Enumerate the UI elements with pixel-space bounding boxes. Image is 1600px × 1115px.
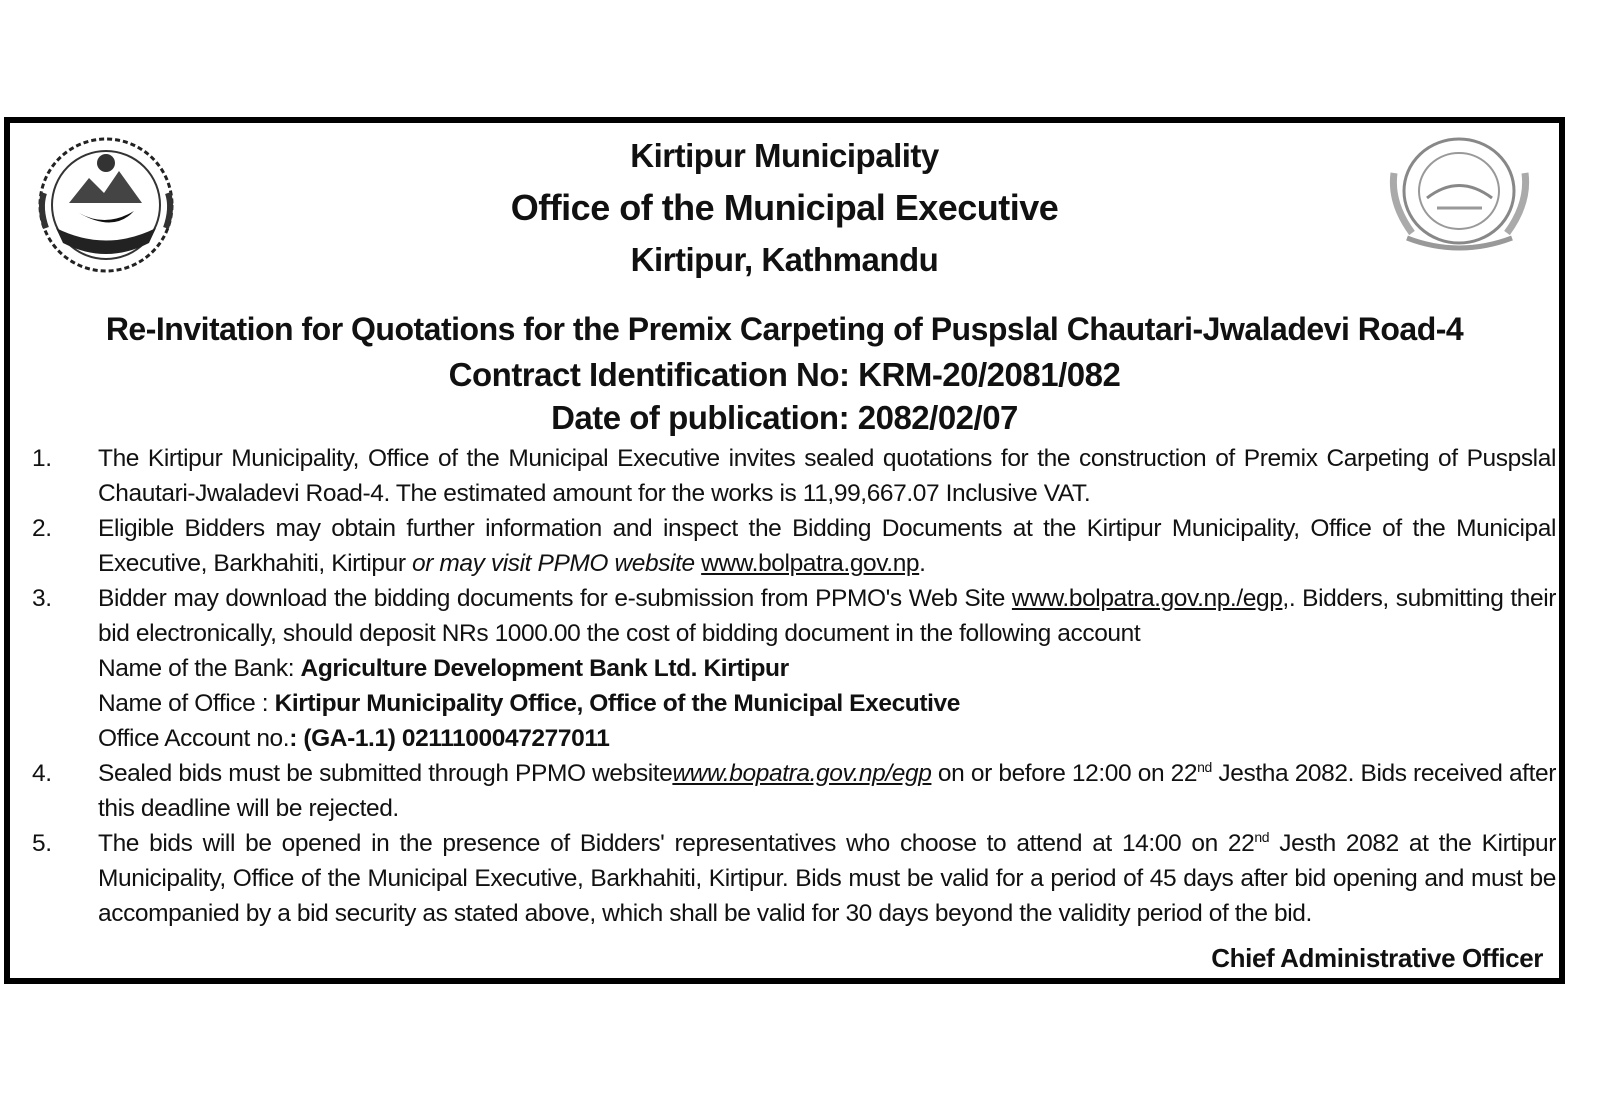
ordinal-suffix: nd [1254, 829, 1270, 845]
item-number: 5. [32, 830, 52, 857]
account-value: : (GA-1.1) 0211100047277011 [289, 725, 610, 752]
contract-id: Contract Identification No: KRM-20/2081/082 [448, 356, 1121, 393]
item-text-cont: on or before 12:00 on 22 [931, 760, 1198, 787]
account-label: Office Account no. [98, 725, 290, 752]
notice-items [32, 441, 1556, 931]
item-text: Sealed bids must be submitted through PPMO website [98, 760, 673, 787]
item-text: The Kirtipur Municipality, Office of the Municipal Executive invites sealed quotations for the construction of Premix Carpeting of Puspslal Chautari-Jwaladevi Road-4. The estimated amount for the works is 11,99,667.07 Inclusive VAT. [98, 445, 1556, 507]
item-number: 4. [32, 760, 52, 787]
organization-name: Kirtipur Municipality [630, 137, 939, 174]
notice-box [4, 117, 1565, 984]
bolpatra-link[interactable]: www.bolpatra.gov.np [701, 550, 920, 577]
item-text-italic: or may visit PPMO website [412, 550, 702, 577]
office-name-line [98, 686, 1556, 721]
list-item [32, 756, 1556, 826]
ordinal-suffix: nd [1197, 759, 1212, 775]
list-item [32, 581, 1556, 756]
item-number: 3. [32, 585, 52, 612]
item-text-end: Jesth 2082 at the Kirtipur Municipality, Office of the Municipal Executive, Barkhahiti, Kirtipur. Bids must be valid for a period of 45 days after bid opening and must be accompanied by a bid security as stated above, which shall be valid for 30 days beyond the validity period of the bid. [98, 830, 1557, 927]
list-item [32, 511, 1556, 581]
list-item [32, 441, 1556, 511]
bank-value: Agriculture Development Bank Ltd. Kirtipur [300, 655, 789, 682]
office-value: Kirtipur Municipality Office, Office of the Municipal Executive [274, 690, 960, 717]
bank-label: Name of the Bank: [98, 655, 301, 682]
bopatra-egp-link[interactable]: www.bopatra.gov.np/egp [672, 760, 932, 787]
bank-name-line [98, 651, 1556, 686]
item-text-end: Jestha 2082. Bids received after this deadline will be rejected. [98, 760, 1556, 822]
item-number: 1. [32, 445, 52, 472]
account-number-line [98, 721, 1556, 756]
item-text: Bidder may download the bidding documents for e-submission from PPMO's Web Site [98, 585, 1012, 612]
item-text: The bids will be opened in the presence of Bidders' representatives who choose to attend at 14:00 on 22 [98, 830, 1255, 857]
item-text-cont: ,. Bidders, submitting their bid electronically, should deposit NRs 1000.00 the cost of bidding document in the following account [98, 585, 1556, 647]
office-name: Office of the Municipal Executive [510, 187, 1059, 228]
notice-title: Re-Invitation for Quotations for the Premix Carpeting of Puspslal Chautari-Jwaladevi Road-4 [105, 311, 1464, 347]
item-text-end: . [919, 550, 926, 577]
item-text: Eligible Bidders may obtain further information and inspect the Bidding Documents at the Kirtipur Municipality, Office of the Municipal Executive, Barkhahiti, Kirtipur [98, 515, 1556, 577]
list-item [32, 826, 1556, 931]
item-number: 2. [32, 515, 52, 542]
office-location: Kirtipur, Kathmandu [630, 241, 939, 278]
signatory-title: Chief Administrative Officer [1211, 943, 1543, 973]
publication-date: Date of publication: 2082/02/07 [551, 399, 1018, 436]
bolpatra-egp-link[interactable]: www.bolpatra.gov.np./egp [1011, 585, 1283, 612]
office-label: Name of Office : [98, 690, 275, 717]
